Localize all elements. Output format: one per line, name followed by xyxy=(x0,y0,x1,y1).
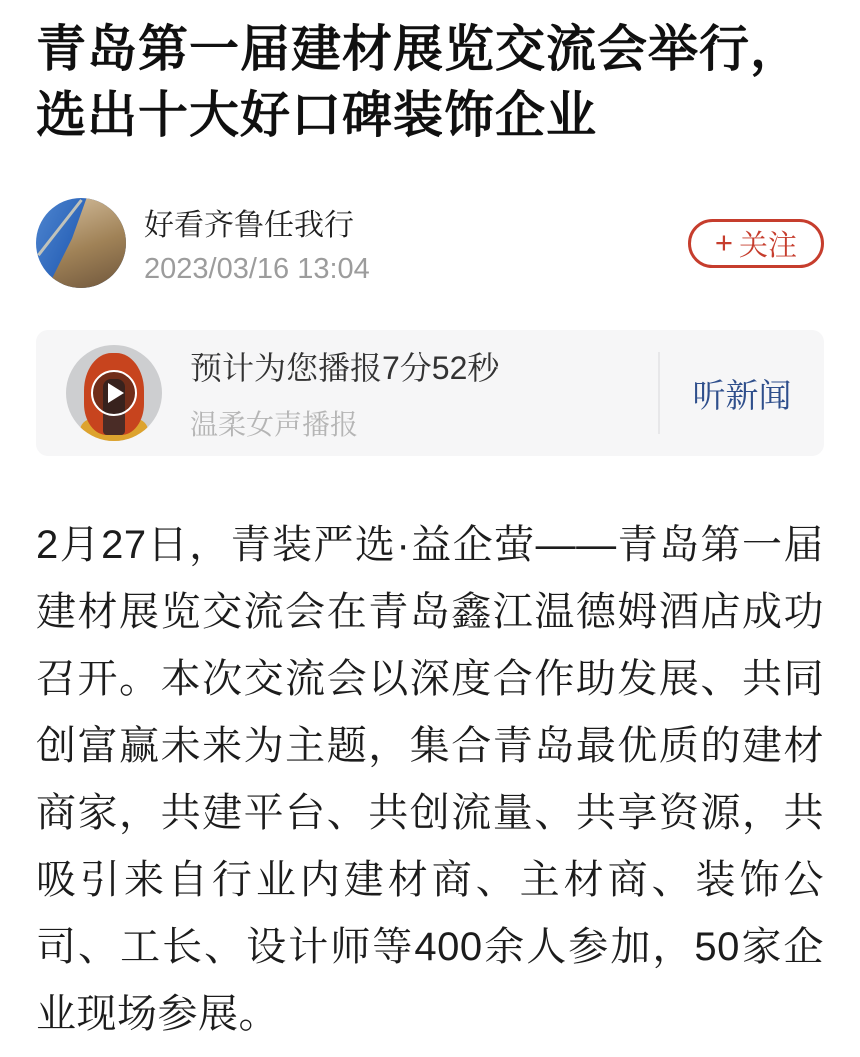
play-icon[interactable] xyxy=(91,370,137,416)
body-line: 商家，共建平台、共创流量、共享资源，共 xyxy=(36,791,824,835)
body-line: 司、工长、设计师等400余人参加，50家企 xyxy=(36,925,824,969)
body-line: 建材展览交流会在青岛鑫江温德姆酒店成功 xyxy=(36,590,824,634)
body-line: 2月27日，青装严选·益企萤——青岛第一届 xyxy=(36,523,824,567)
audio-duration-text: 预计为您播报7分52秒 xyxy=(190,350,500,386)
audio-voice-text: 温柔女声播报 xyxy=(190,409,359,440)
title-line-2: 选出十大好口碑装饰企业 xyxy=(36,87,597,143)
audio-broadcast-card xyxy=(36,330,824,456)
body-line: 吸引来自行业内建材商、主材商、装饰公 xyxy=(36,858,824,902)
body-line: 召开。本次交流会以深度合作助发展、共同 xyxy=(36,657,824,701)
article-body xyxy=(36,512,824,1048)
author-name[interactable]: 好看齐鲁任我行 xyxy=(144,209,354,242)
publish-date: 2023/03/16 13:04 xyxy=(144,253,370,285)
audio-info xyxy=(190,343,658,443)
play-triangle-icon xyxy=(108,383,124,403)
plus-icon: + xyxy=(714,224,733,260)
page-title xyxy=(36,16,824,148)
body-line: 创富赢未来为主题，集合青岛最优质的建材 xyxy=(36,724,824,768)
body-line: 业现场参展。 xyxy=(36,992,279,1036)
follow-button-label: 关注 xyxy=(738,229,797,262)
listen-news-button[interactable]: 听新闻 xyxy=(660,330,824,456)
author-row xyxy=(36,198,824,288)
follow-button[interactable] xyxy=(688,219,824,268)
title-line-1: 青岛第一届建材展览交流会举行， xyxy=(36,21,801,77)
audio-play-button[interactable] xyxy=(66,345,162,441)
author-avatar[interactable] xyxy=(36,198,126,288)
author-info xyxy=(144,200,370,286)
